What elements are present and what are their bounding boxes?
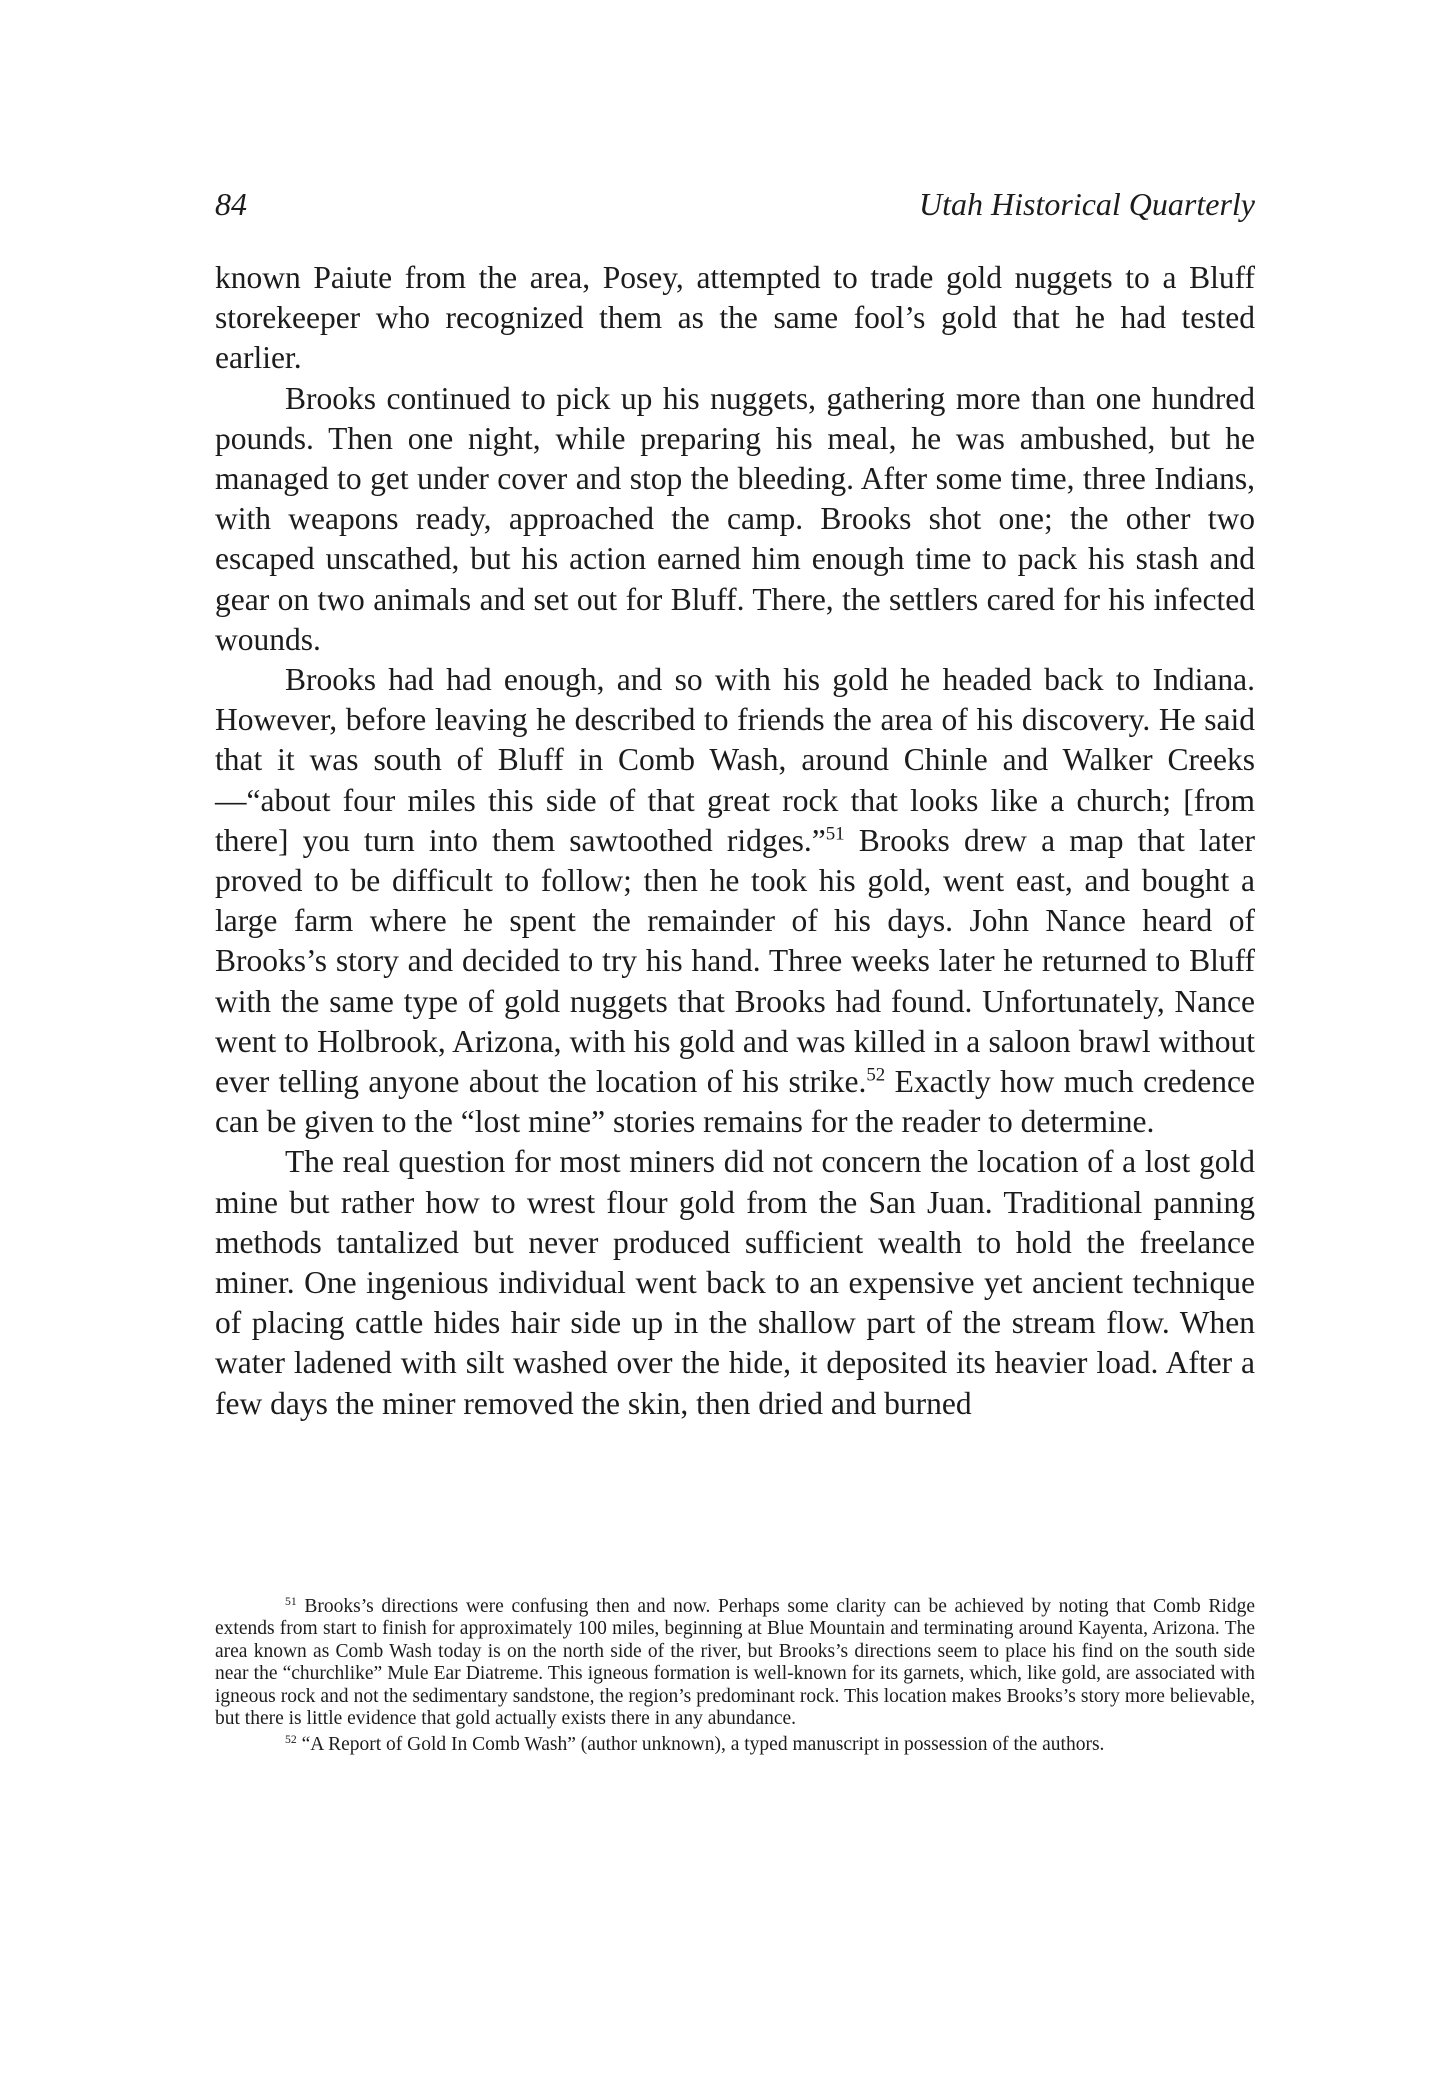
paragraph-3 <box>215 660 1255 1142</box>
paragraph-3-part-a: Brooks had had enough, and so with his gold he headed back to Indiana. However, before leaving he described to friends the area of his discovery. He said that it was south of Bluff in Comb Wash, around Chinle and Walker Creeks—“about four miles this side of that great rock that looks like a church; [from there] you turn into them sawtoothed ridges.” <box>215 662 1255 858</box>
footnote-51-number: 51 <box>285 1594 297 1608</box>
footnote-52-number: 52 <box>285 1733 297 1747</box>
paragraph-3-part-c: Exactly how much credence can be given to the “lost mine” stories remains for the reader to determine. <box>215 1064 1255 1140</box>
footnote-ref-52[interactable]: 52 <box>866 1064 886 1086</box>
journal-title: Utah Historical Quarterly <box>919 186 1255 222</box>
paragraph-1: known Paiute from the area, Posey, attempted to trade gold nuggets to a Bluff storekeeper who recognized them as the same fool’s gold that he had tested earlier. <box>215 260 1255 376</box>
footnote-51-text: Brooks’s directions were confusing then and now. Perhaps some clarity can be achieved by noting that Comb Ridge extends from start to finish for approximately 100 miles, beginning at Blue Mountain and terminating around Kayenta, Arizona. The area known as Comb Wash today is on the north side of the river, but Brooks’s directions seem to place his find on the south side near the “churchlike” Mule Ear Diatreme. This igneous formation is well-known for its garnets, which, like gold, are associated with igneous rock and not the sedimentary sandstone, the region’s predominant rock. This location makes Brooks’s story more believable, but there is little evidence that gold actually exists there in any abundance. <box>215 1596 1255 1730</box>
footnote-52 <box>215 1734 1255 1756</box>
footnotes <box>215 1596 1255 1761</box>
footnote-51 <box>215 1596 1255 1730</box>
running-head <box>215 186 1255 226</box>
footnote-ref-51[interactable]: 51 <box>825 823 845 845</box>
body-text <box>215 258 1255 1424</box>
paragraph-2: Brooks continued to pick up his nuggets, gathering more than one hundred pounds. Then one night, while preparing his meal, he was ambushed, but he managed to get under cover and stop the bleeding. After some time, three Indians, with weapons ready, approached the camp. Brooks shot one; the other two escaped unscathed, but his action earned him enough time to pack his stash and gear on two animals and set out for Bluff. There, the settlers cared for his infected wounds. <box>215 380 1255 657</box>
footnote-52-text: “A Report of Gold In Comb Wash” (author unknown), a typed manuscript in possession of the authors. <box>296 1734 1105 1756</box>
paragraph-4: The real question for most miners did not concern the location of a lost gold mine but rather how to wrest flour gold from the San Juan. Traditional panning methods tantalized but never produced sufficient wealth to hold the freelance miner. One ingenious individual went back to an expensive yet ancient technique of placing cattle hides hair side up in the shallow part of the stream flow. When water ladened with silt washed over the hide, it deposited its heavier load. After a few days the miner removed the skin, then dried and burned <box>215 1144 1255 1421</box>
page-number: 84 <box>215 186 247 222</box>
paragraph-3-part-b: Brooks drew a map that later proved to be difficult to follow; then he took his gold, went east, and bought a large farm where he spent the remainder of his days. John Nance heard of Brooks’s story and decided to try his hand. Three weeks later he returned to Bluff with the same type of gold nuggets that Brooks had found. Unfortunately, Nance went to Holbrook, Arizona, with his gold and was killed in a saloon brawl without ever telling anyone about the location of his strike. <box>215 822 1255 1100</box>
